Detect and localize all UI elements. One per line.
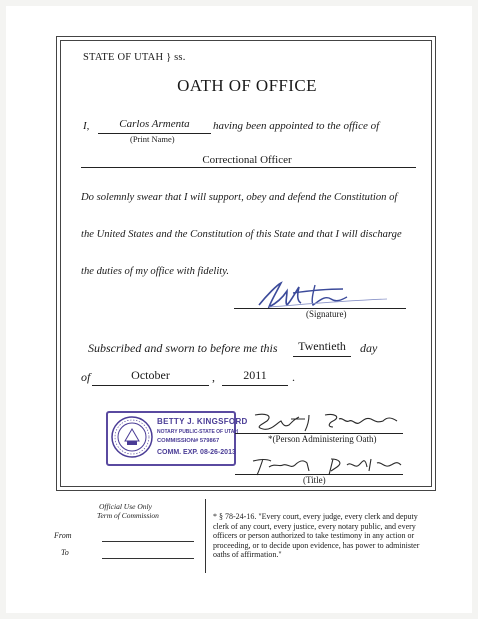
notary-stamp bbox=[106, 411, 248, 466]
administrator-label: *(Person Administering Oath) bbox=[268, 434, 377, 444]
notary-state: NOTARY PUBLIC-STATE OF UTAH bbox=[157, 429, 239, 435]
oath-form bbox=[60, 40, 432, 487]
to-line bbox=[102, 558, 194, 559]
oath-line-3: the duties of my office with fidelity. bbox=[81, 266, 229, 277]
sworn-month: October bbox=[131, 368, 170, 382]
sworn-day: Twentieth bbox=[298, 339, 346, 353]
appointee-signature bbox=[247, 277, 397, 311]
document-page bbox=[6, 6, 472, 613]
state-line: STATE OF UTAH } ss. bbox=[83, 52, 186, 63]
appointed-text: having been appointed to the office of bbox=[213, 120, 380, 132]
oath-line-2: the United States and the Constitution of this State and that I will discharge bbox=[81, 229, 402, 240]
oath-line-1: Do solemnly swear that I will support, obey and defend the Constitution of bbox=[81, 192, 398, 203]
term-of-commission-label: Term of Commission bbox=[97, 511, 159, 520]
appointee-name: Carlos Armenta bbox=[119, 118, 190, 130]
notary-commission: COMMISSION# 579867 bbox=[157, 438, 220, 444]
date-period: . bbox=[292, 370, 295, 384]
statute-text: * § 78-24-16. "Every court, every judge, every clerk and deputy clerk of any court, every justice, every notary public, and every officers or person authorized to take testimony in any action or proceeding, or to decide upon evidence, has power to administer oaths of affirmation." bbox=[213, 512, 420, 560]
of-word: of bbox=[81, 370, 91, 384]
i-label: I, bbox=[83, 120, 90, 132]
office-title: Correctional Officer bbox=[202, 154, 292, 166]
print-name-label: (Print Name) bbox=[130, 134, 175, 144]
date-comma: , bbox=[212, 370, 215, 384]
sworn-text: Subscribed and sworn to before me this bbox=[88, 341, 278, 355]
day-word: day bbox=[360, 341, 378, 355]
from-label: From bbox=[54, 531, 72, 540]
title-signature bbox=[247, 453, 407, 479]
sworn-year: 2011 bbox=[243, 368, 267, 382]
notary-seal-icon bbox=[111, 416, 153, 458]
oath-form-border bbox=[56, 36, 436, 491]
footer-divider bbox=[205, 499, 206, 573]
official-use-label: Official Use Only bbox=[99, 502, 152, 511]
notary-name: BETTY J. KINGSFORD bbox=[157, 417, 248, 426]
document-title: OATH OF OFFICE bbox=[177, 76, 317, 95]
signature-label: (Signature) bbox=[306, 309, 347, 319]
notary-expiration: COMM. EXP. 08-26-2013 bbox=[157, 449, 236, 456]
office-underline bbox=[81, 167, 416, 168]
title-label: (Title) bbox=[303, 475, 326, 485]
to-label: To bbox=[61, 548, 69, 557]
from-line bbox=[102, 541, 194, 542]
